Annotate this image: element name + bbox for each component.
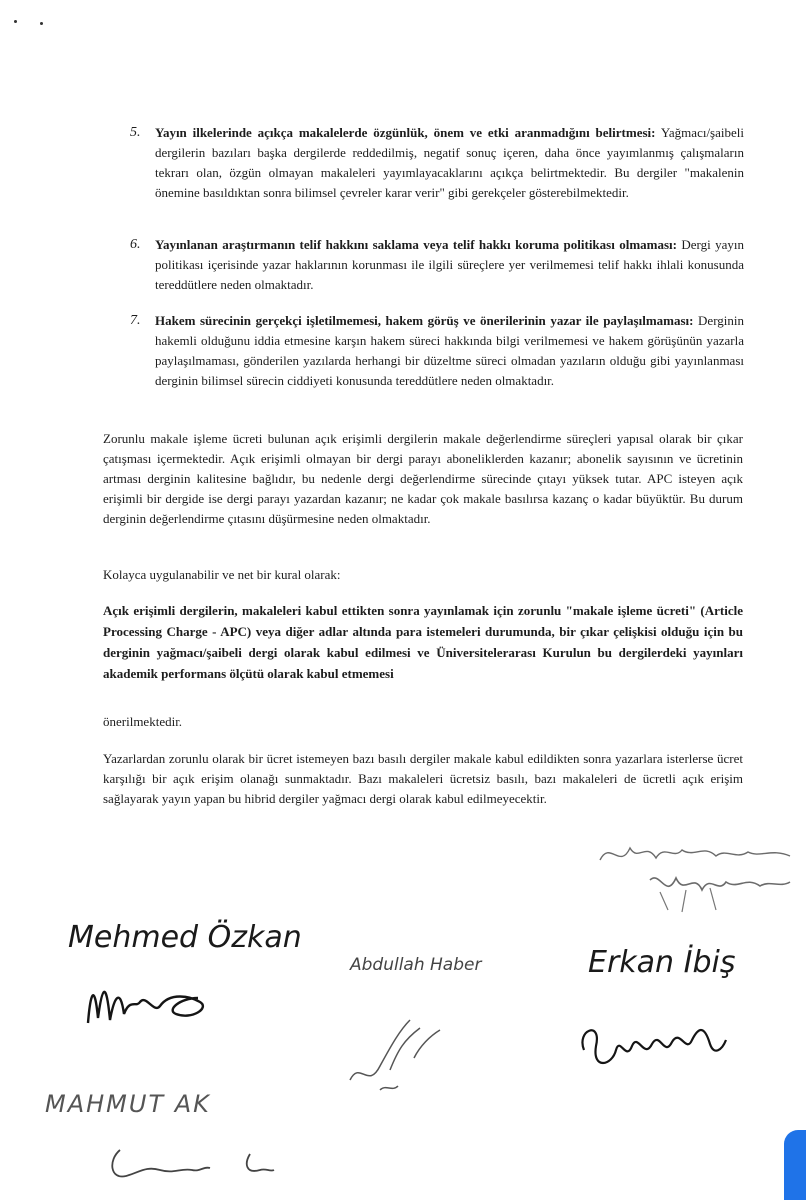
- signature-abdullah: [340, 1000, 450, 1100]
- blue-corner-tab: [784, 1130, 806, 1200]
- list-item-6: [130, 235, 744, 295]
- item-number: 6.: [130, 237, 141, 252]
- rule-intro: Kolayca uygulanabilir ve net bir kural olarak:: [103, 567, 341, 582]
- item-text: [155, 235, 744, 295]
- list-item-5: [130, 123, 744, 203]
- signature-name-erkan: Erkan İbiş: [588, 945, 736, 980]
- item-title: Yayın ilkelerinde açıkça makalelerde özgünlük, önem ve etki aranmadığını belirtmesi:: [155, 125, 656, 140]
- hybrid-journals-paragraph: Yazarlardan zorunlu olarak bir ücret istemeyen bazı basılı dergiler makale kabul edildikten sonra yazarlara isterlerse ücret karşılığı bir açık erişim olanağı sunmaktadır. Bazı makaleleri ücretsiz basılı, bazı makaleleri de ücretli açık erişim sağlayarak yayın yapan bu hibrid dergiler yağmacı dergi olarak kabul edilmeyecektir.: [103, 751, 743, 806]
- signature-name-mehmed: Mehmed Özkan: [68, 920, 302, 955]
- item-text: [155, 311, 744, 391]
- signature-mehmed: [80, 968, 230, 1038]
- rule-statement: Açık erişimli dergilerin, makaleleri kabul ettikten sonra yayınlamak için zorunlu "makale işleme ücreti" (Article Processing Charge - APC) veya diğer adlar altında para istemeleri durumunda, bir çıkar çelişkisi olduğu için bu derginin yağmacı/şaibeli dergi olarak kabul edilmesi ve Üniversitelerarası Kurulun bu dergilerdeki yayınları akademik performans ölçütü olarak kabul etmemesi: [103, 603, 743, 681]
- item-number: 7.: [130, 313, 141, 328]
- item-number: 5.: [130, 125, 141, 140]
- item-body: Dergi yayın politikası içerisinde yazar haklarının korunması ile ilgili süreçlere yer verilmemesi telif hakkı ihlali konusunda tereddütlere neden olmaktadır.: [155, 237, 745, 292]
- signature-erkan: [572, 1010, 732, 1080]
- item-title: Yayınlanan araştırmanın telif hakkını saklama veya telif hakkı koruma politikası olmaması:: [155, 237, 677, 252]
- item-body: Yağmacı/şaibeli dergilerin bazıları başka dergilerde reddedilmiş, negatif sonuç içeren, daha önce yayımlanmış çalışmaların tekrarı olan, özgün olmayan makaleleri yayımlayacaklarını açıkça belirtmektedir. Bu dergiler "makalenin önemine basıldıktan sonra bilimsel çevreler karar verir" gibi gerekçeler gösterebilmektedir.: [155, 125, 744, 200]
- item-title: Hakem sürecinin gerçekçi işletilmemesi, hakem görüş ve önerilerinin yazar ile paylaşılmaması:: [155, 313, 694, 328]
- item-body: Derginin hakemli olduğunu iddia etmesine karşın hakem süreci hakkında bilgi verilmemesi ve hakem görüşünün yazarla paylaşılmaması, gönderilen yazılarda herhangi bir düzeltme süreci olmadan yazıların olduğu gibi yayınlanması derginin bilimsel sürecin ciddiyeti konusunda tereddütlere neden olmaktadır.: [155, 313, 745, 388]
- recommended-text: önerilmektedir.: [103, 714, 183, 729]
- signature-top-right: [590, 830, 800, 920]
- list-item-7: [130, 311, 744, 391]
- signature-name-mahmut: MAHMUT AK: [45, 1090, 211, 1118]
- item-text: [155, 123, 744, 203]
- scan-dot: [14, 20, 17, 23]
- scan-dot: [40, 22, 43, 25]
- signature-mahmut: [100, 1140, 280, 1190]
- apc-conflict-paragraph: Zorunlu makale işleme ücreti bulunan açık erişimli dergilerin makale değerlendirme süreçleri yapısal olarak bir çıkar çatışması içermektedir. Açık erişimli olmayan bir dergi parayı aboneliklerden kazanır; abonelik sayısının ve ücretinin artması derginin kalitesine bağlıdır, bu nedenle dergi değerlendirme sürecinde çıtayı yüksek tutar. APC isteyen açık erişimli bir dergide ise dergi parayı yazardan kazanır; ne kadar çok makale basılırsa kazanç o kadar büyüktür. Bu durum derginin değerlendirme çıtasını düşürmesine neden olmaktadır.: [103, 431, 743, 526]
- signature-name-abdullah: Abdullah Haber: [350, 955, 482, 975]
